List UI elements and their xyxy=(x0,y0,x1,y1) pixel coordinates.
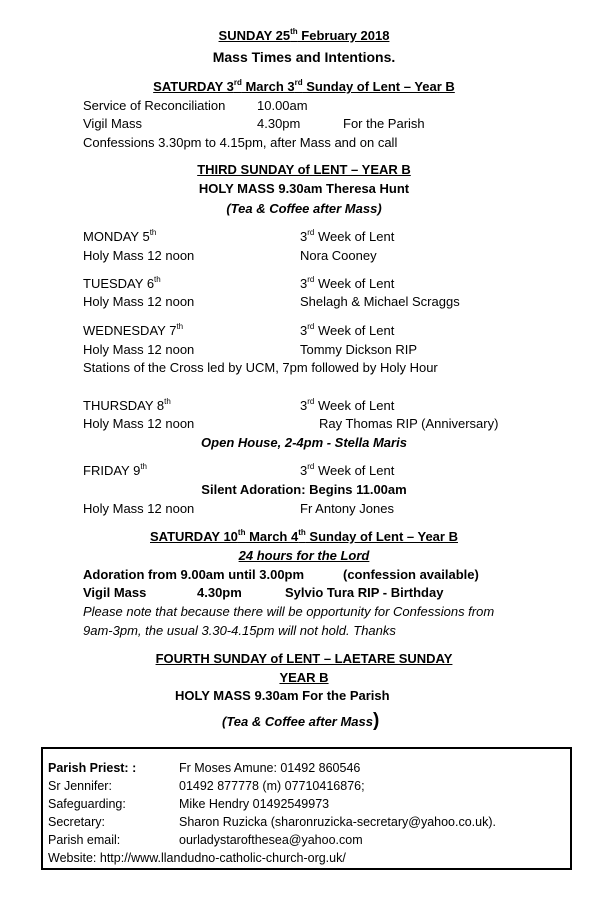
bulletin-subtitle: Mass Times and Intentions. xyxy=(212,49,396,65)
tuesday-intention: Shelagh & Michael Scraggs xyxy=(300,294,460,309)
vigil-mass-time: 4.30pm xyxy=(197,585,242,600)
wednesday-mass: Holy Mass 12 noon xyxy=(83,342,195,357)
friday-day: FRIDAY 9th xyxy=(83,461,147,478)
wednesday-intention: Tommy Dickson RIP xyxy=(300,342,418,357)
contact-label-parish-email: Parish email: xyxy=(48,833,121,847)
friday-intention: Fr Antony Jones xyxy=(300,501,394,516)
thursday-mass: Holy Mass 12 noon xyxy=(83,416,195,431)
vigil-intention: For the Parish xyxy=(343,116,425,131)
thursday-day: THURSDAY 8th xyxy=(83,396,171,413)
contact-value-safeguarding: Mike Hendry 01492549973 xyxy=(179,797,330,811)
vigil-time: 4.30pm xyxy=(257,116,301,131)
confession-available: (confession available) xyxy=(343,567,479,582)
contact-value-parish-email: ourladystarofthesea@yahoo.com xyxy=(179,833,363,847)
confessions-line: Confessions 3.30pm to 4.15pm, after Mass and on call xyxy=(83,135,398,150)
silent-adoration: Silent Adoration: Begins 11.00am xyxy=(201,482,407,497)
fourth-sunday-tea: (Tea & Coffee after Mass) xyxy=(222,710,380,731)
reconciliation-time: 10.00am xyxy=(257,98,308,113)
24-hours-for-the-lord: 24 hours for the Lord xyxy=(238,548,370,563)
fourth-sunday-mass: HOLY MASS 9.30am For the Parish xyxy=(175,688,390,703)
wednesday-lent: 3rd Week of Lent xyxy=(300,321,395,338)
adoration-line: Adoration from 9.00am until 3.00pm xyxy=(83,567,305,582)
monday-lent: 3rd Week of Lent xyxy=(300,227,395,244)
contact-website: Website: http://www.llandudno-catholic-church-org.uk/ xyxy=(48,851,346,865)
contact-value-sr-jennifer: 01492 877778 (m) 07710416876; xyxy=(179,779,365,793)
third-sunday-tea: (Tea & Coffee after Mass) xyxy=(226,201,382,216)
contact-value-secretary: Sharon Ruzicka (sharonruzicka-secretary@yahoo.co.uk). xyxy=(179,815,496,829)
monday-intention: Nora Cooney xyxy=(300,248,377,263)
thursday-lent: 3rd Week of Lent xyxy=(300,396,395,413)
saturday-10-heading: SATURDAY 10th March 4th Sunday of Lent – Year B xyxy=(150,527,458,544)
friday-mass: Holy Mass 12 noon xyxy=(83,501,195,516)
third-sunday-mass: HOLY MASS 9.30am Theresa Hunt xyxy=(198,181,410,196)
fourth-sunday-year: YEAR B xyxy=(279,670,329,685)
confession-note-2: 9am-3pm, the usual 3.30-4.15pm will not hold. Thanks xyxy=(83,623,396,638)
contact-label-parish-priest: Parish Priest: : xyxy=(48,761,137,775)
tuesday-lent: 3rd Week of Lent xyxy=(300,274,395,291)
reconciliation-label: Service of Reconciliation xyxy=(83,98,226,113)
bulletin-date: SUNDAY 25th February 2018 xyxy=(218,26,390,43)
confession-note-1: Please note that because there will be opportunity for Confessions from xyxy=(83,604,495,619)
vigil-mass-intention: Sylvio Tura RIP - Birthday xyxy=(285,585,444,600)
contact-label-sr-jennifer: Sr Jennifer: xyxy=(48,779,112,793)
saturday-3-heading: SATURDAY 3rd March 3rd Sunday of Lent – Year B xyxy=(153,77,455,94)
contact-value-parish-priest: Fr Moses Amune: 01492 860546 xyxy=(179,761,361,775)
contact-label-secretary: Secretary: xyxy=(48,815,105,829)
tuesday-mass: Holy Mass 12 noon xyxy=(83,294,195,309)
third-sunday-heading: THIRD SUNDAY of LENT – YEAR B xyxy=(197,162,411,177)
wednesday-day: WEDNESDAY 7th xyxy=(83,321,184,338)
monday-mass: Holy Mass 12 noon xyxy=(83,248,195,263)
stations-of-cross: Stations of the Cross led by UCM, 7pm followed by Holy Hour xyxy=(83,360,438,375)
friday-lent: 3rd Week of Lent xyxy=(300,461,395,478)
contact-label-safeguarding: Safeguarding: xyxy=(48,797,126,811)
tuesday-day: TUESDAY 6th xyxy=(83,274,161,291)
vigil-mass-label: Vigil Mass xyxy=(83,585,147,600)
monday-day: MONDAY 5th xyxy=(83,227,157,244)
vigil-label: Vigil Mass xyxy=(83,116,143,131)
open-house: Open House, 2-4pm - Stella Maris xyxy=(201,435,407,450)
parish-contacts-box xyxy=(41,747,572,870)
fourth-sunday-heading: FOURTH SUNDAY of LENT – LAETARE SUNDAY xyxy=(155,651,453,666)
thursday-intention: Ray Thomas RIP (Anniversary) xyxy=(319,416,499,431)
